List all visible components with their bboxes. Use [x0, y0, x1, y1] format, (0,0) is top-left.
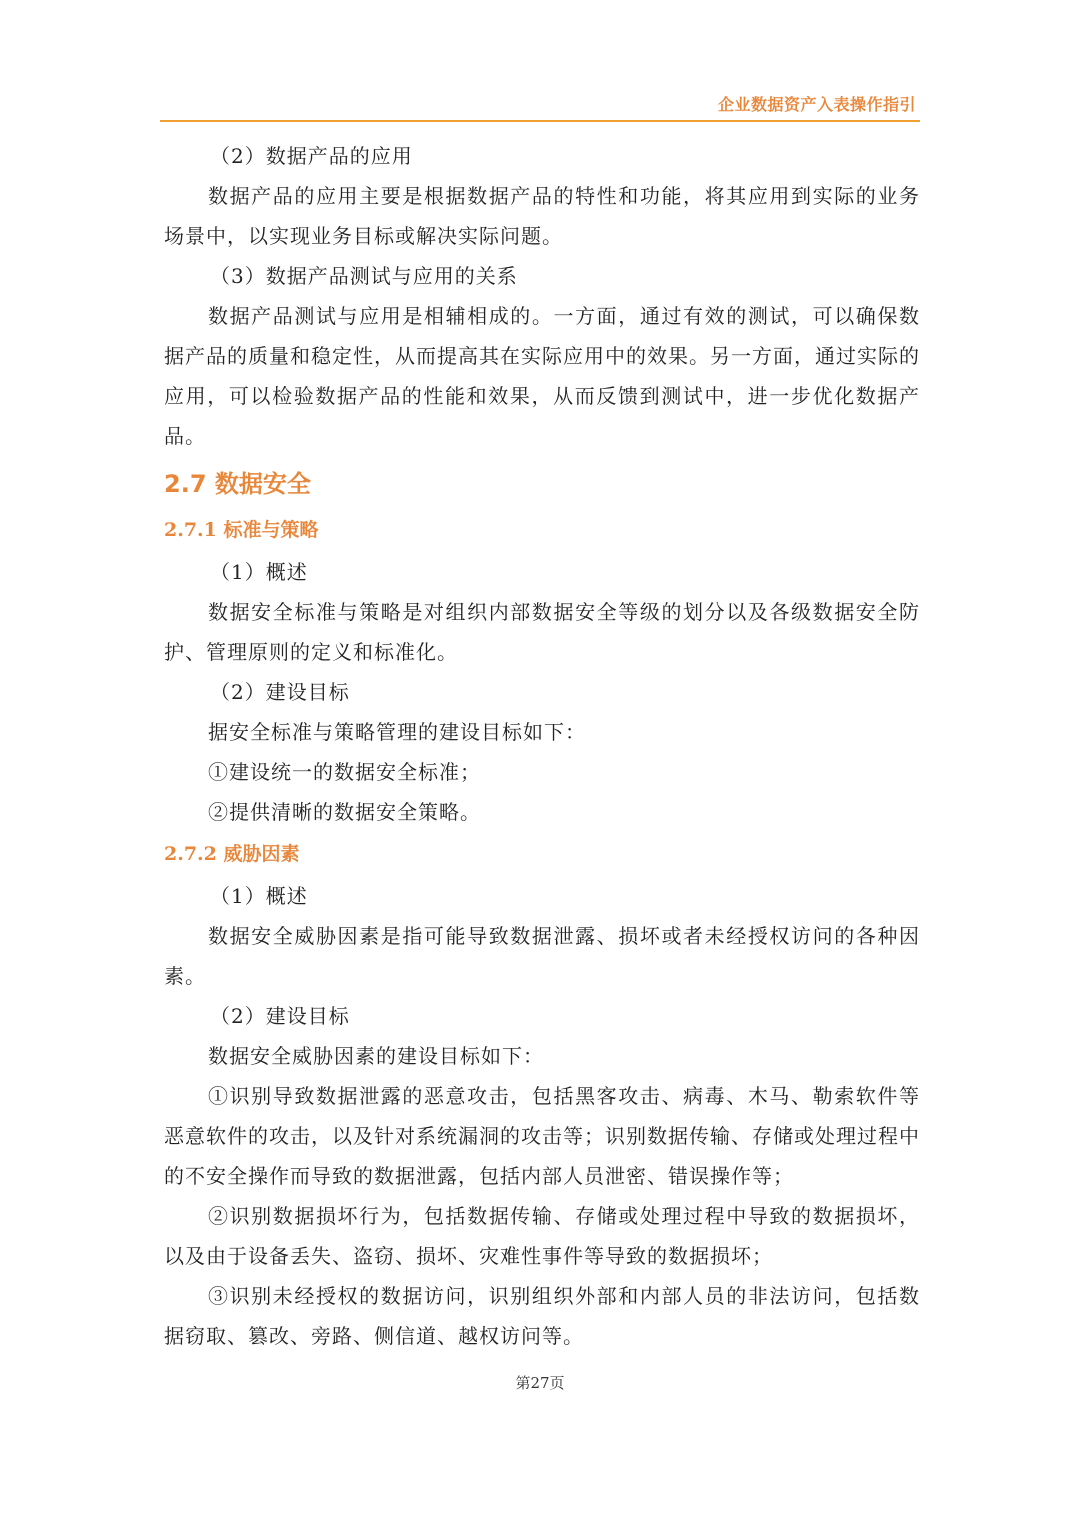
subsection-heading-threat-factors: 2.7.2 威胁因素	[164, 843, 300, 865]
page-number: 第27页	[515, 1374, 565, 1392]
subsection-heading-standards-policies: 2.7.1 标准与策略	[164, 519, 319, 541]
item-heading-overview: （1）概述	[210, 884, 308, 908]
item-heading-product-application: （2）数据产品的应用	[210, 144, 413, 168]
paragraph-overview: 数据安全威胁因素是指可能导致数据泄露、损坏或者未经授权访问的各种因素。	[164, 924, 920, 988]
item-heading-overview: （1）概述	[210, 560, 308, 584]
goal-item: ①建设统一的数据安全标准；	[208, 760, 481, 784]
goal-item: ③识别未经授权的数据访问，识别组织外部和内部人员的非法访问，包括数据窃取、篡改、旁路、侧信道、越权访问等。	[164, 1284, 920, 1348]
paragraph-product-application: 数据产品的应用主要是根据数据产品的特性和功能，将其应用到实际的业务场景中，以实现业务目标或解决实际问题。	[164, 184, 920, 248]
item-heading-goals: （2）建设目标	[210, 1004, 350, 1028]
paragraph-goals-intro: 据安全标准与策略管理的建设目标如下：	[208, 720, 586, 744]
section-heading-data-security: 2.7 数据安全	[164, 470, 311, 498]
paragraph-test-application-relation: 数据产品测试与应用是相辅相成的。一方面，通过有效的测试，可以确保数据产品的质量和稳定性，从而提高其在实际应用中的效果。另一方面，通过实际的应用，可以检验数据产品的性能和效果，从而反馈到测试中，进一步优化数据产品。	[164, 304, 920, 448]
item-heading-goals: （2）建设目标	[210, 680, 350, 704]
page-content	[164, 136, 920, 1356]
item-heading-test-application-relation: （3）数据产品测试与应用的关系	[210, 264, 518, 288]
goal-item: ①识别导致数据泄露的恶意攻击，包括黑客攻击、病毒、木马、勒索软件等恶意软件的攻击，以及针对系统漏洞的攻击等；识别数据传输、存储或处理过程中的不安全操作而导致的数据泄露，包括内部人员泄密、错误操作等；	[164, 1084, 920, 1188]
page-header	[160, 90, 920, 122]
goal-item: ②识别数据损坏行为，包括数据传输、存储或处理过程中导致的数据损坏，以及由于设备丢失、盗窃、损坏、灾难性事件等导致的数据损坏；	[164, 1204, 920, 1268]
paragraph-goals-intro: 数据安全威胁因素的建设目标如下：	[208, 1044, 544, 1068]
goal-item: ②提供清晰的数据安全策略。	[208, 800, 481, 824]
paragraph-overview: 数据安全标准与策略是对组织内部数据安全等级的划分以及各级数据安全防护、管理原则的定义和标准化。	[164, 600, 920, 664]
document-title: 企业数据资产入表操作指引	[717, 95, 916, 114]
